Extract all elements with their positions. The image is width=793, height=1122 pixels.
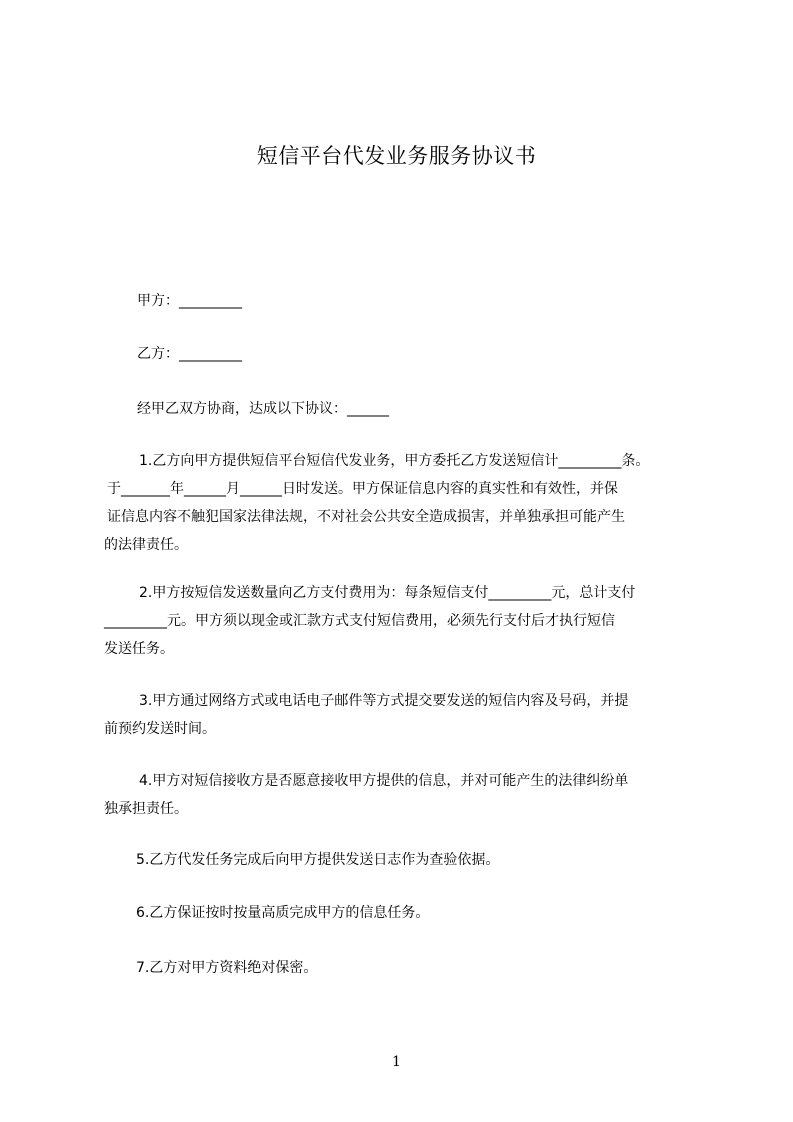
clause-line: 1.乙方向甲方提供短信平台短信代发业务，甲方委托乙方发送短信计_________条。 xyxy=(139,453,650,469)
clause-line: _________元。甲方须以现金或汇款方式支付短信费用，必须先行支付后才执行短信 xyxy=(104,613,615,629)
clause-line: 5.乙方代发任务完成后向甲方提供发送日志作为查验依据。 xyxy=(136,852,500,868)
document-title: 短信平台代发业务服务协议书 xyxy=(256,144,537,168)
clause-line: 前预约发送时间。 xyxy=(104,721,216,737)
party-a-line: 甲方：_________ xyxy=(137,293,242,309)
clause-line: 独承担责任。 xyxy=(104,801,188,817)
clause-line: 于_______年______月______日时发送。甲方保证信息内容的真实性和有效性，并保 xyxy=(107,481,618,497)
clause-7 xyxy=(104,954,704,982)
clause-1 xyxy=(104,447,704,559)
clause-line: 4.甲方对短信接收方是否愿意接收甲方提供的信息，并对可能产生的法律纠纷单 xyxy=(139,773,629,789)
party-b-line: 乙方：_________ xyxy=(137,346,242,362)
clause-3 xyxy=(104,687,704,743)
clause-4 xyxy=(104,767,704,823)
clause-line: 证信息内容不触犯国家法律法规，不对社会公共安全造成损害，并单独承担可能产生 xyxy=(107,509,625,525)
clause-line: 6.乙方保证按时按量高质完成甲方的信息任务。 xyxy=(136,905,430,921)
intro-line: 经甲乙双方协商，达成以下协议：______ xyxy=(137,401,389,417)
clause-line: 的法律责任。 xyxy=(104,537,188,553)
clause-5 xyxy=(104,846,704,874)
clause-2 xyxy=(104,579,704,663)
clause-line: 2.甲方按短信发送数量向乙方支付费用为：每条短信支付_________元，总计支付 xyxy=(139,585,636,601)
clause-line: 3.甲方通过网络方式或电话电子邮件等方式提交要发送的短信内容及号码，并提 xyxy=(139,693,629,709)
clause-6 xyxy=(104,899,704,927)
clause-line: 7.乙方对甲方资料绝对保密。 xyxy=(136,960,318,976)
clause-line: 发送任务。 xyxy=(104,641,174,657)
page-number: 1 xyxy=(392,1054,401,1070)
